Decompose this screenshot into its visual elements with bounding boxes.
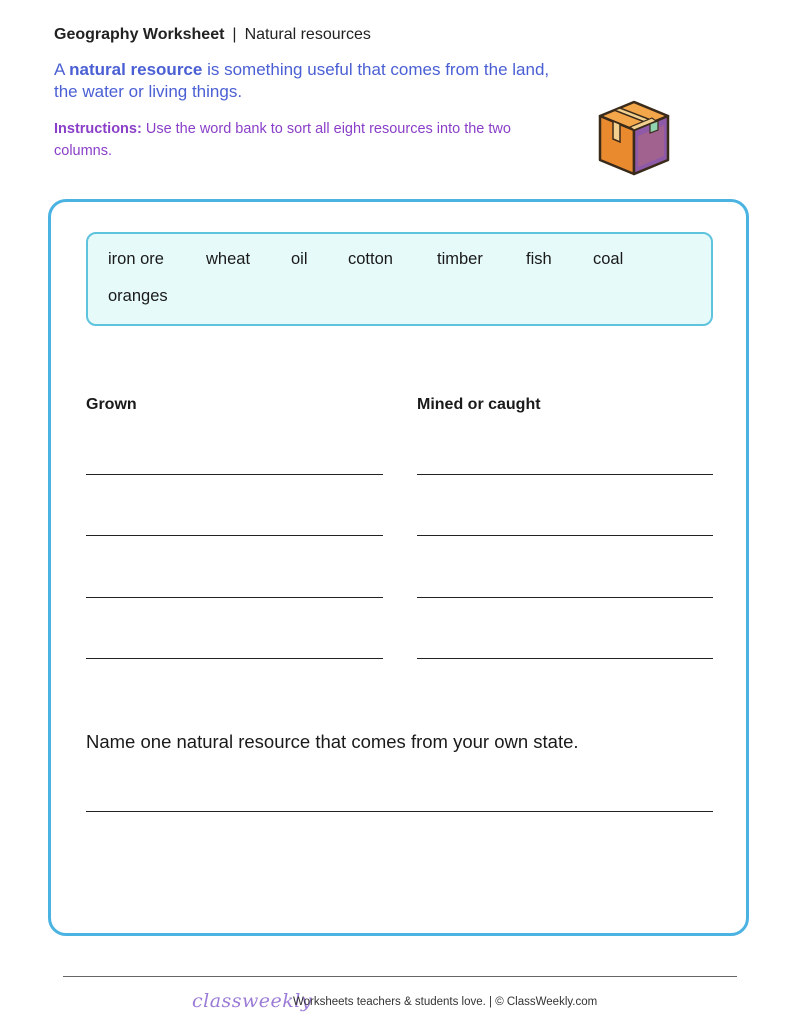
instructions-label: Instructions: [54,121,142,137]
answer-line-grown[interactable] [86,474,383,475]
cardboard-box-icon [594,98,674,178]
answer-line-mined[interactable] [417,658,713,659]
footer-divider [63,976,737,977]
column-header-mined: Mined or caught [417,396,541,413]
brand-logo: classweekly [192,990,313,1012]
worksheet-subject: Geography Worksheet [54,26,225,43]
worksheet-header [54,26,371,44]
definition-body: is something useful that comes from the land, the water or living things. [54,60,550,101]
word-bank-item: oranges [108,287,168,305]
word-bank-item: oil [291,250,308,268]
column-header-grown: Grown [86,396,137,413]
word-bank-item: fish [526,250,552,268]
word-bank-item: wheat [206,250,251,268]
answer-line-state[interactable] [86,811,713,812]
footer-tagline: Worksheets teachers & students love. | © ClassWeekly.com [293,996,598,1008]
word-bank [86,232,713,326]
answer-line-grown[interactable] [86,597,383,598]
state-question: Name one natural resource that comes from your own state. [86,731,579,752]
word-bank-item: iron ore [108,250,164,268]
word-bank-item: timber [437,250,483,268]
answer-line-mined[interactable] [417,474,713,475]
worksheet-topic: Natural resources [244,26,371,43]
answer-line-grown[interactable] [86,658,383,659]
instructions-body: Use the word bank to sort all eight resources into the two columns. [54,121,511,159]
answer-line-grown[interactable] [86,535,383,536]
instructions-text [54,118,554,162]
word-bank-item: cotton [348,250,393,268]
header-separator: | [232,26,237,43]
definition-term: natural resource [69,60,203,79]
definition-lead: A [54,60,70,79]
answer-line-mined[interactable] [417,597,713,598]
definition-text [54,59,574,103]
answer-line-mined[interactable] [417,535,713,536]
word-bank-item: coal [593,250,624,268]
